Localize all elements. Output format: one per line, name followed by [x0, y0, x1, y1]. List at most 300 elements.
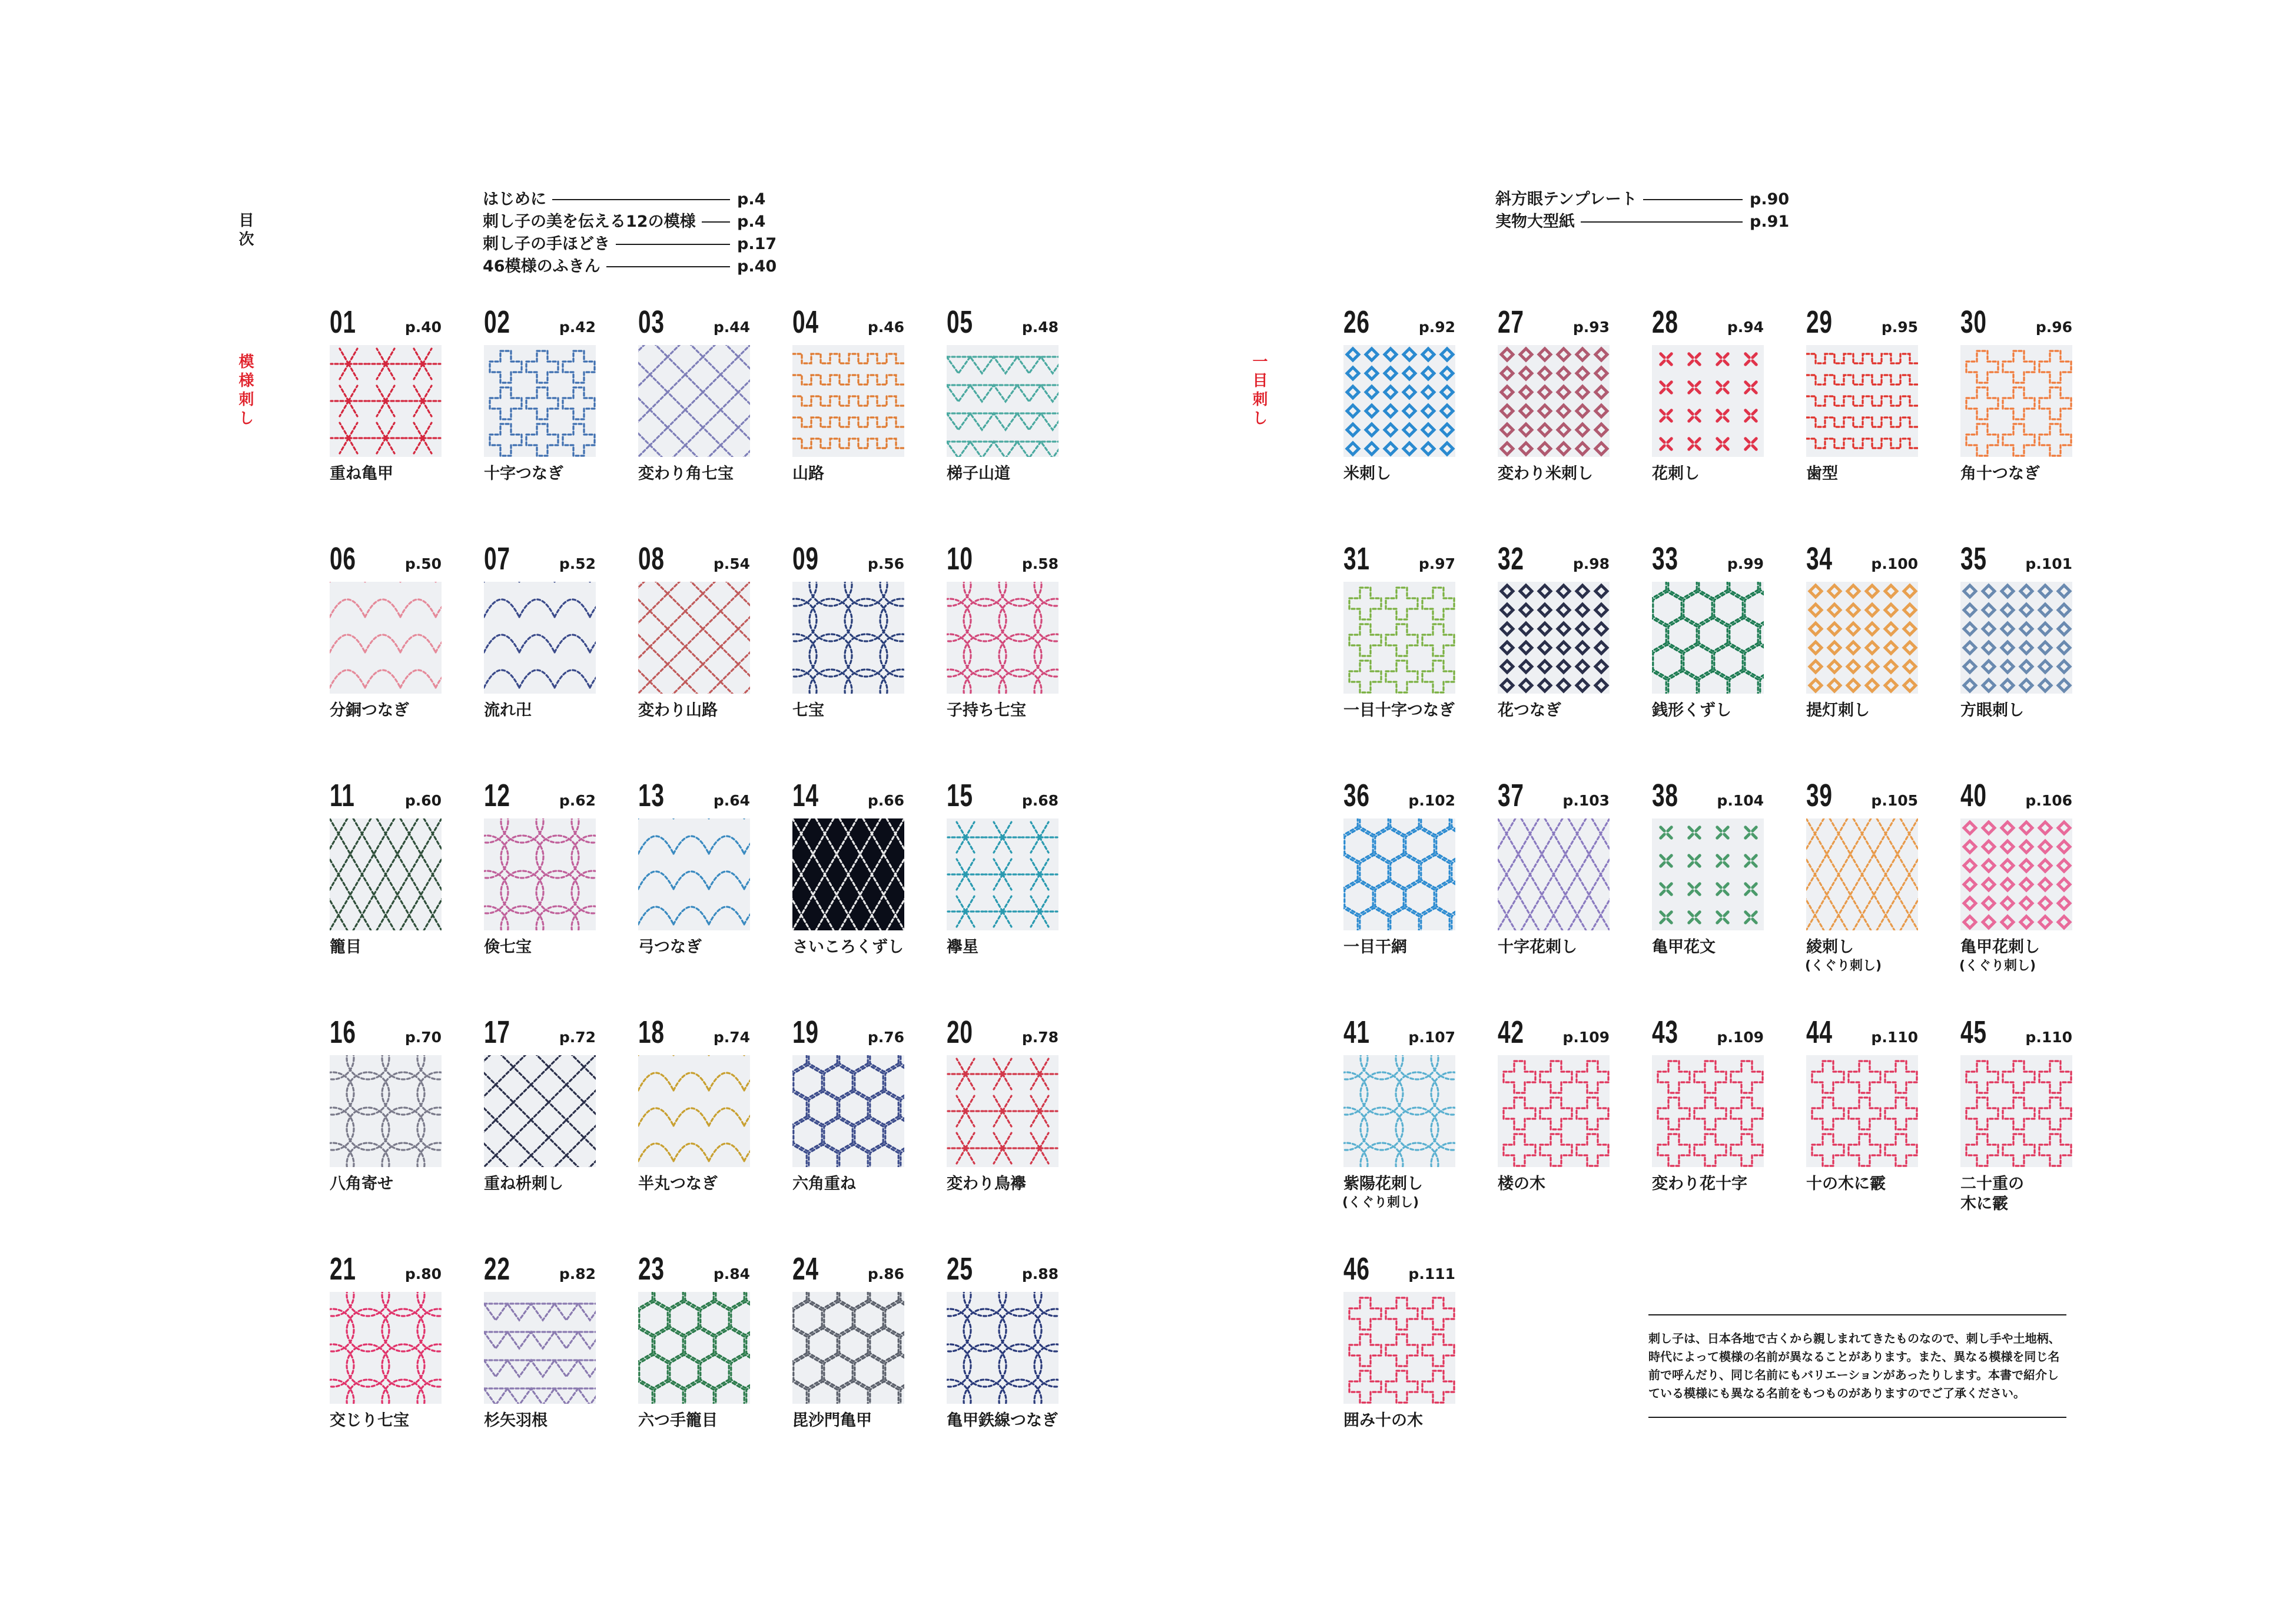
pattern-number: 17: [484, 1015, 510, 1050]
pattern-card-header: [792, 1016, 904, 1048]
pattern-card-header: [330, 306, 442, 338]
pattern-number: 44: [1806, 1015, 1833, 1050]
pattern-card[interactable]: [792, 543, 904, 721]
pattern-card-header: [1960, 1016, 2072, 1048]
stitch-pattern: [792, 1055, 904, 1167]
stitch-pattern: [792, 818, 904, 930]
pattern-name-text: 楼の木: [1498, 1175, 1545, 1193]
stitch-pattern: [1812, 1061, 1917, 1166]
toc-entry-label: はじめに: [483, 190, 546, 208]
pattern-page-ref: p.52: [559, 555, 596, 572]
pattern-name-text: 梯子山道: [947, 465, 1010, 483]
stitch-pattern: [1964, 822, 2070, 928]
pattern-card[interactable]: [484, 1016, 596, 1194]
pattern-swatch-image: [484, 582, 596, 694]
stitch-pattern: [792, 1292, 904, 1404]
pattern-swatch-image: [330, 582, 442, 694]
pattern-page-ref: p.78: [1021, 1029, 1059, 1046]
pattern-page-ref: p.74: [713, 1029, 750, 1046]
pattern-card[interactable]: [638, 780, 750, 957]
pattern-card-header: [1960, 780, 2072, 811]
pattern-card[interactable]: [638, 1253, 750, 1431]
pattern-name: [792, 1174, 904, 1194]
pattern-swatch-image: [792, 345, 904, 457]
pattern-card-header: [484, 1253, 596, 1285]
pattern-name: [1343, 1174, 1455, 1212]
pattern-card[interactable]: [1806, 306, 1918, 484]
pattern-number: 10: [947, 541, 973, 576]
pattern-number: 27: [1498, 304, 1524, 340]
pattern-page-ref: p.76: [867, 1029, 904, 1046]
toc-entry-label: 刺し子の手ほどき: [483, 235, 610, 253]
pattern-swatch-image: [1652, 1055, 1764, 1167]
pattern-name: [792, 701, 904, 721]
toc-entry-label: 斜方眼テンプレート: [1495, 190, 1637, 208]
pattern-card-header: [638, 543, 750, 575]
pattern-page-ref: p.70: [404, 1029, 442, 1046]
pattern-swatch-image: [1498, 818, 1610, 930]
pattern-page-ref: p.96: [2035, 319, 2072, 336]
pattern-name-text: 弓つなぎ: [638, 938, 702, 956]
pattern-card[interactable]: [330, 1253, 442, 1431]
pattern-name-note: (くぐり刺し): [1342, 1195, 1419, 1210]
stitch-pattern: [330, 1055, 442, 1167]
pattern-card-header: [1652, 1016, 1764, 1048]
pattern-name: [484, 464, 596, 484]
toc-entry-label: 刺し子の美を伝える12の模様: [483, 213, 696, 231]
stitch-pattern: [1501, 349, 1607, 455]
pattern-name: [1806, 937, 1918, 975]
pattern-card[interactable]: [792, 1016, 904, 1194]
stitch-pattern: [1501, 585, 1607, 691]
pattern-page-ref: p.84: [713, 1265, 750, 1282]
pattern-swatch: [792, 582, 904, 694]
pattern-page-ref: p.109: [1562, 1029, 1610, 1046]
pattern-card[interactable]: [1343, 1253, 1455, 1431]
pattern-card-header: [330, 1016, 442, 1048]
pattern-card-header: [1498, 543, 1610, 575]
pattern-name: [1652, 1174, 1764, 1194]
pattern-card[interactable]: [1806, 1016, 1918, 1194]
pattern-card-header: [1806, 306, 1918, 338]
pattern-card[interactable]: [1652, 543, 1764, 721]
pattern-card[interactable]: [947, 780, 1059, 957]
pattern-name-text: 流れ卍: [484, 701, 532, 720]
pattern-number: 25: [947, 1251, 973, 1287]
pattern-swatch: [638, 1055, 750, 1167]
pattern-name-text: 倹七宝: [484, 938, 532, 956]
pattern-card-header: [1960, 543, 2072, 575]
pattern-swatch-image: [792, 818, 904, 930]
pattern-name: [330, 1411, 442, 1431]
stitch-pattern: [1806, 818, 1918, 930]
pattern-name: [792, 464, 904, 484]
pattern-name-text: 変わり山路: [638, 701, 718, 720]
pattern-card[interactable]: [1806, 543, 1918, 721]
pattern-page-ref: p.102: [1408, 792, 1455, 809]
pattern-card-header: [1498, 306, 1610, 338]
pattern-swatch: [792, 1055, 904, 1167]
pattern-swatch: [638, 345, 750, 457]
pattern-card[interactable]: [1343, 543, 1455, 721]
pattern-swatch: [1806, 345, 1918, 457]
pattern-name-text: 十字花刺し: [1498, 938, 1577, 956]
pattern-name-text: 歯型: [1806, 465, 1838, 483]
pattern-page-ref: p.98: [1572, 555, 1610, 572]
pattern-page-ref: p.111: [1408, 1265, 1455, 1282]
stitch-pattern: [330, 582, 442, 694]
pattern-name-text: 囲み十の木: [1343, 1411, 1423, 1430]
stitch-pattern: [638, 1055, 750, 1167]
pattern-name-text: 襷星: [947, 938, 978, 956]
pattern-card[interactable]: [1498, 543, 1610, 721]
pattern-name-text: 亀甲花刺し: [1960, 938, 2040, 956]
pattern-number: 31: [1343, 541, 1370, 576]
pattern-number: 41: [1343, 1015, 1370, 1050]
pattern-name-text: 米刺し: [1343, 465, 1391, 483]
pattern-page-ref: p.62: [559, 792, 596, 809]
pattern-page-ref: p.106: [2025, 792, 2072, 809]
pattern-card-header: [1498, 780, 1610, 811]
stitch-pattern: [638, 818, 750, 930]
pattern-swatch: [1652, 818, 1764, 930]
pattern-name: [638, 1411, 750, 1431]
pattern-number: 03: [638, 304, 665, 340]
pattern-name: [330, 701, 442, 721]
stitch-pattern: [948, 1059, 1057, 1164]
pattern-number: 13: [638, 778, 665, 813]
pattern-name: [484, 701, 596, 721]
stitch-pattern: [1661, 827, 1756, 923]
pattern-swatch-image: [330, 818, 442, 930]
pattern-swatch: [792, 345, 904, 457]
pattern-number: 28: [1652, 304, 1678, 340]
pattern-swatch: [1960, 345, 2072, 457]
pattern-page-ref: p.110: [1871, 1029, 1918, 1046]
pattern-name: [1498, 701, 1610, 721]
pattern-name: [1960, 937, 2072, 975]
pattern-name-text: さいころくずし: [792, 938, 904, 956]
leader-line: [1581, 221, 1743, 223]
pattern-card-header: [1343, 1016, 1455, 1048]
pattern-number: 04: [792, 304, 819, 340]
stitch-pattern: [330, 1292, 442, 1404]
pattern-number: 14: [792, 778, 819, 813]
pattern-swatch: [638, 1292, 750, 1404]
pattern-name-text: 六角重ね: [792, 1175, 856, 1193]
pattern-number: 26: [1343, 304, 1370, 340]
stitch-pattern: [638, 345, 750, 457]
pattern-swatch-image: [1960, 345, 2072, 457]
pattern-swatch-image: [484, 1292, 596, 1404]
pattern-page-ref: p.60: [404, 792, 442, 809]
pattern-swatch-image: [792, 582, 904, 694]
pattern-card[interactable]: [484, 306, 596, 484]
pattern-name: [1806, 464, 1918, 484]
toc-entry-page: p.4: [737, 213, 766, 231]
pattern-card[interactable]: [1806, 780, 1918, 975]
pattern-number: 37: [1498, 778, 1524, 813]
pattern-card[interactable]: [484, 780, 596, 957]
pattern-card-header: [1652, 306, 1764, 338]
pattern-number: 21: [330, 1251, 356, 1287]
pattern-page-ref: p.56: [867, 555, 904, 572]
pattern-card-header: [1806, 543, 1918, 575]
pattern-name-text: 七宝: [792, 701, 824, 720]
stitch-pattern: [1504, 1061, 1608, 1166]
pattern-page-ref: p.92: [1418, 319, 1455, 336]
pattern-swatch: [330, 1055, 442, 1167]
pattern-card[interactable]: [330, 306, 442, 484]
pattern-swatch: [1652, 582, 1764, 694]
pattern-name: [1806, 701, 1918, 721]
pattern-card[interactable]: [792, 1253, 904, 1431]
stitch-pattern: [948, 822, 1057, 927]
pattern-name-text: 重ね枡刺し: [484, 1175, 563, 1193]
pattern-name-text: 銭形くずし: [1652, 701, 1731, 720]
pattern-swatch-image: [792, 1292, 904, 1404]
pattern-name: [947, 1174, 1059, 1194]
pattern-swatch-image: [947, 345, 1059, 457]
stitch-pattern: [490, 351, 595, 456]
pattern-swatch: [484, 818, 596, 930]
pattern-card[interactable]: [947, 1253, 1059, 1431]
pattern-page-ref: p.94: [1727, 319, 1764, 336]
pattern-number: 19: [792, 1015, 819, 1050]
pattern-name-note: (くぐり刺し): [1805, 959, 1882, 973]
pattern-swatch-image: [484, 345, 596, 457]
pattern-name-text: 変わり花十字: [1652, 1175, 1747, 1193]
pattern-card[interactable]: [484, 543, 596, 721]
pattern-card-header: [947, 543, 1059, 575]
pattern-card[interactable]: [947, 543, 1059, 721]
pattern-name: [947, 1411, 1059, 1431]
toc-entry-label: 実物大型紙: [1495, 213, 1575, 231]
pattern-number: 05: [947, 304, 973, 340]
pattern-card[interactable]: [792, 306, 904, 484]
leader-line: [606, 266, 730, 267]
pattern-number: 39: [1806, 778, 1833, 813]
pattern-card[interactable]: [638, 1016, 750, 1194]
pattern-name: [330, 464, 442, 484]
pattern-page-ref: p.66: [867, 792, 904, 809]
stitch-pattern: [1652, 582, 1764, 694]
pattern-card[interactable]: [1652, 1016, 1764, 1194]
section-label-hitomezashi: 一目刺し: [1250, 353, 1268, 429]
pattern-card[interactable]: [330, 780, 442, 957]
pattern-card-header: [1343, 543, 1455, 575]
pattern-card[interactable]: [1498, 306, 1610, 484]
pattern-name-text: 花刺し: [1652, 465, 1700, 483]
pattern-swatch: [484, 582, 596, 694]
toc-entry[interactable]: [1495, 188, 1790, 211]
pattern-card[interactable]: [1960, 306, 2072, 484]
pattern-swatch: [1806, 818, 1918, 930]
pattern-name: [1806, 1174, 1918, 1194]
pattern-card[interactable]: [638, 306, 750, 484]
pattern-page-ref: p.50: [404, 555, 442, 572]
stitch-pattern: [1349, 588, 1454, 692]
stitch-pattern: [484, 1055, 596, 1167]
pattern-swatch-image: [792, 1055, 904, 1167]
stitch-pattern: [1966, 351, 2071, 456]
pattern-card[interactable]: [1960, 543, 2072, 721]
toc-entry-page: p.40: [737, 257, 777, 276]
pattern-name-text: 二十重の: [1960, 1175, 2024, 1193]
pattern-swatch-image: [330, 1055, 442, 1167]
stitch-pattern: [638, 582, 750, 694]
pattern-swatch: [947, 345, 1059, 457]
pattern-name-text: 一目干網: [1343, 938, 1407, 956]
pattern-card-header: [638, 1253, 750, 1285]
stitch-pattern: [484, 818, 596, 930]
pattern-page-ref: p.107: [1408, 1029, 1455, 1046]
pattern-name: [947, 701, 1059, 721]
pattern-name-text: 毘沙門亀甲: [792, 1411, 872, 1430]
pattern-swatch: [1343, 1055, 1455, 1167]
pattern-card[interactable]: [1343, 1016, 1455, 1212]
pattern-number: 11: [330, 778, 355, 813]
pattern-card[interactable]: [1652, 306, 1764, 484]
pattern-number: 40: [1960, 778, 1987, 813]
pattern-card-header: [947, 780, 1059, 811]
pattern-name-text: 半丸つなぎ: [638, 1175, 718, 1193]
pattern-name: [330, 1174, 442, 1194]
pattern-card[interactable]: [1343, 780, 1455, 957]
pattern-page-ref: p.64: [713, 792, 750, 809]
pattern-card[interactable]: [1343, 306, 1455, 484]
toc-entry[interactable]: [1495, 211, 1790, 233]
toc-heading: 目次: [236, 212, 254, 250]
pattern-number: 06: [330, 541, 356, 576]
pattern-card-header: [1343, 1253, 1455, 1285]
toc-entry[interactable]: [483, 188, 777, 211]
pattern-card[interactable]: [638, 543, 750, 721]
pattern-card[interactable]: [792, 780, 904, 957]
pattern-card[interactable]: [1498, 780, 1610, 957]
stitch-pattern: [1343, 818, 1455, 930]
pattern-swatch: [1806, 582, 1918, 694]
pattern-number: 18: [638, 1015, 665, 1050]
toc-entry-page: p.4: [737, 190, 766, 208]
naming-note-text: 刺し子は、日本各地で古くから親しまれてきたものなので、刺し手や土地柄、時代によって模様の名前が異なることがあります。また、異なる模様を同じ名前で呼んだり、同じ名前にもバリエーションがあったりします。本書で紹介している模様にも異なる名前をもつものがありますのでご了承ください。: [1648, 1331, 2061, 1400]
pattern-card-header: [638, 1016, 750, 1048]
pattern-card-header: [330, 780, 442, 811]
pattern-card[interactable]: [1498, 1016, 1610, 1194]
pattern-swatch: [1343, 345, 1455, 457]
pattern-card[interactable]: [330, 543, 442, 721]
pattern-swatch: [792, 818, 904, 930]
pattern-swatch: [1343, 582, 1455, 694]
pattern-name: [1498, 937, 1610, 957]
pattern-number: 42: [1498, 1015, 1524, 1050]
pattern-name-text: 方眼刺し: [1960, 701, 2024, 720]
pattern-swatch: [1960, 818, 2072, 930]
pattern-number: 29: [1806, 304, 1833, 340]
toc-entry[interactable]: [483, 256, 777, 278]
pattern-number: 36: [1343, 778, 1370, 813]
toc-entry-page: p.91: [1750, 213, 1790, 231]
stitch-pattern: [484, 582, 596, 694]
pattern-swatch: [1343, 1292, 1455, 1404]
pattern-page-ref: p.100: [1871, 555, 1918, 572]
pattern-card[interactable]: [330, 1016, 442, 1194]
stitch-pattern: [1347, 349, 1453, 455]
pattern-swatch-image: [947, 1292, 1059, 1404]
pattern-swatch-image: [947, 818, 1059, 930]
pattern-name-text: 十字つなぎ: [484, 465, 563, 483]
pattern-name: [792, 937, 904, 957]
pattern-swatch-image: [1806, 818, 1918, 930]
pattern-card[interactable]: [947, 1016, 1059, 1194]
pattern-swatch-image: [1806, 1055, 1918, 1167]
pattern-page-ref: p.101: [2025, 555, 2072, 572]
leader-line: [616, 244, 730, 245]
pattern-swatch-image: [1652, 345, 1764, 457]
pattern-card-header: [638, 780, 750, 811]
pattern-swatch: [330, 1292, 442, 1404]
pattern-card-header: [792, 780, 904, 811]
pattern-number: 32: [1498, 541, 1524, 576]
pattern-number: 46: [1343, 1251, 1370, 1287]
pattern-swatch-image: [1960, 818, 2072, 930]
pattern-name: [1960, 1174, 2072, 1214]
pattern-card[interactable]: [1960, 780, 2072, 975]
pattern-card-header: [638, 306, 750, 338]
pattern-swatch: [1652, 345, 1764, 457]
pattern-number: 30: [1960, 304, 1987, 340]
pattern-card-header: [484, 306, 596, 338]
pattern-name-text: 亀甲鉄線つなぎ: [947, 1411, 1058, 1430]
pattern-swatch: [947, 1055, 1059, 1167]
stitch-pattern: [1661, 354, 1756, 449]
pattern-name-text: 籠目: [330, 938, 361, 956]
pattern-page-ref: p.103: [1562, 792, 1610, 809]
pattern-name: [638, 701, 750, 721]
stitch-pattern: [330, 818, 442, 930]
pattern-card[interactable]: [1960, 1016, 2072, 1214]
pattern-number: 16: [330, 1015, 356, 1050]
pattern-page-ref: p.46: [867, 319, 904, 336]
pattern-number: 09: [792, 541, 819, 576]
pattern-number: 43: [1652, 1015, 1678, 1050]
pattern-page-ref: p.93: [1572, 319, 1610, 336]
pattern-swatch: [1806, 1055, 1918, 1167]
pattern-number: 12: [484, 778, 510, 813]
pattern-card-header: [1652, 543, 1764, 575]
toc-entry[interactable]: [483, 233, 777, 256]
toc-entry[interactable]: [483, 211, 777, 233]
pattern-card-header: [484, 780, 596, 811]
pattern-name: [1343, 937, 1455, 957]
pattern-number: 38: [1652, 778, 1678, 813]
pattern-card[interactable]: [947, 306, 1059, 484]
pattern-swatch: [1498, 345, 1610, 457]
pattern-number: 02: [484, 304, 510, 340]
pattern-name: [1498, 464, 1610, 484]
pattern-card-header: [484, 543, 596, 575]
pattern-number: 23: [638, 1251, 665, 1287]
pattern-card[interactable]: [484, 1253, 596, 1431]
stitch-pattern: [947, 582, 1059, 694]
pattern-page-ref: p.95: [1881, 319, 1918, 336]
pattern-swatch: [484, 1055, 596, 1167]
pattern-name: [1343, 464, 1455, 484]
pattern-number: 15: [947, 778, 973, 813]
pattern-name: [638, 464, 750, 484]
pattern-swatch: [792, 1292, 904, 1404]
pattern-card[interactable]: [1652, 780, 1764, 957]
